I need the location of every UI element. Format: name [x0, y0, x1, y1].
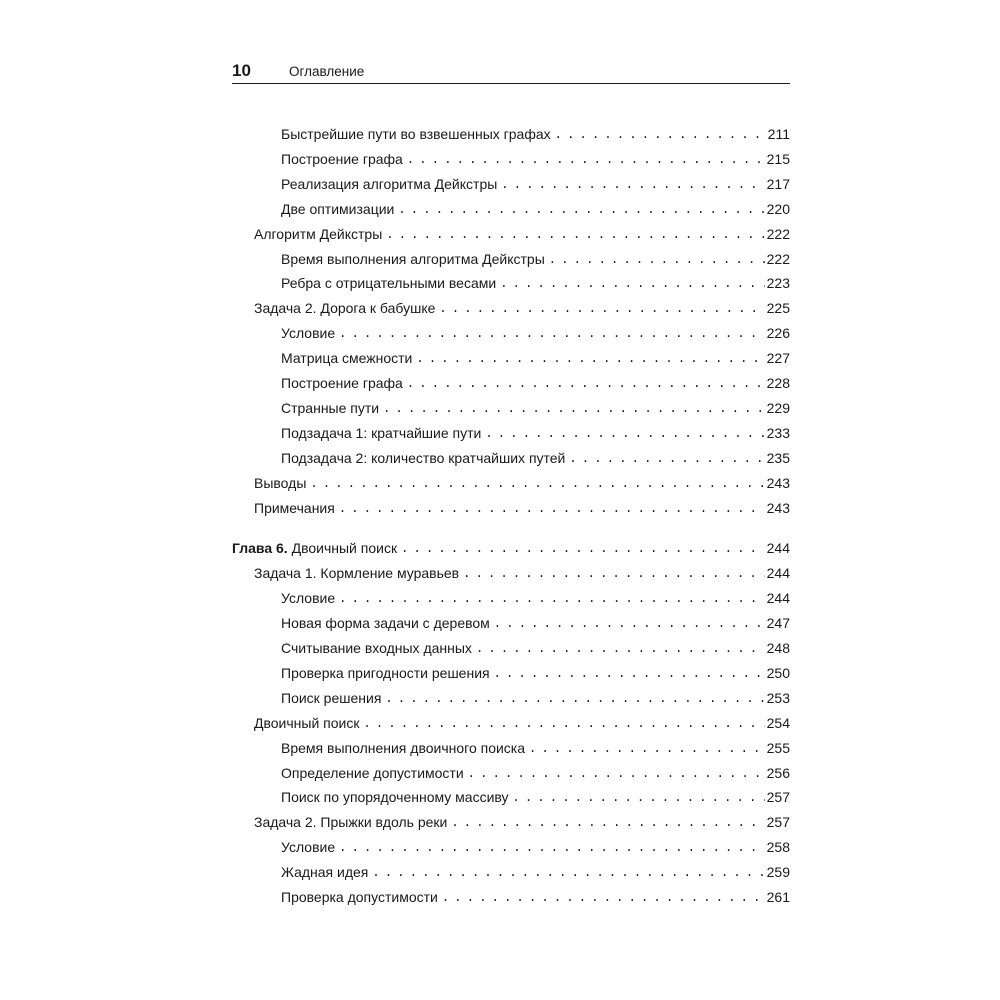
- toc-entry-title-text: Время выполнения двоичного поиска: [281, 739, 526, 756]
- toc-entry-title-text: Поиск решения: [281, 689, 382, 706]
- toc-entry-title-text: Условие: [281, 325, 336, 342]
- toc-entry-title: [281, 888, 442, 906]
- toc-page-number: 228: [766, 375, 790, 391]
- toc-entry-title: [281, 639, 476, 657]
- toc-entry-title: [281, 739, 529, 757]
- toc-entry-title: [281, 274, 500, 292]
- toc-entry-title: [281, 250, 549, 268]
- toc-page-number: 217: [766, 175, 790, 192]
- dot-leader: [363, 714, 764, 732]
- toc-entry-title: [281, 764, 468, 782]
- toc-entry-title-text: Жадная идея: [281, 864, 369, 881]
- toc-page-number: 248: [766, 640, 790, 656]
- toc-page-number: 233: [766, 424, 790, 441]
- toc-page-number: 247: [766, 615, 790, 632]
- toc-entry-title: [281, 399, 383, 417]
- toc-page-number: 220: [766, 200, 790, 217]
- dot-leader: [501, 175, 764, 193]
- toc-entry-title-text: Матрица смежности: [281, 350, 413, 367]
- toc-entry-title-text: Новая форма задачи с деревом: [281, 615, 490, 632]
- toc-page-number: 222: [766, 250, 790, 267]
- toc-entry-title: [254, 499, 339, 517]
- toc-entry-title-text: Реализация алгоритма Дейкстры: [281, 175, 498, 192]
- toc-entry-title: [281, 175, 501, 193]
- toc-entry[interactable]: [281, 146, 790, 168]
- toc-page-number: 243: [766, 474, 790, 491]
- toc-page-number: 255: [766, 739, 790, 756]
- toc-page-number: 257: [766, 789, 790, 806]
- dot-leader: [463, 564, 765, 582]
- dot-leader: [310, 474, 764, 492]
- toc-entry[interactable]: [281, 834, 790, 856]
- dot-leader: [439, 299, 764, 317]
- toc-entry-title-text: Двоичный поиск: [254, 714, 360, 731]
- toc-entry[interactable]: [281, 196, 790, 218]
- toc-entry[interactable]: [254, 221, 790, 243]
- toc-page-number: 244: [766, 590, 790, 607]
- dot-leader: [494, 664, 765, 682]
- toc-entry-title: [281, 200, 398, 218]
- toc-chapter-entry[interactable]: [232, 535, 790, 557]
- chapter-label: Глава 6.: [232, 540, 288, 557]
- toc-entry-title: [281, 863, 372, 881]
- toc-entry[interactable]: [281, 395, 790, 417]
- toc-entry-title-text: Условие: [281, 590, 336, 607]
- dot-leader: [513, 788, 765, 806]
- toc-entry-title-text: Подзадача 2: количество кратчайших путей: [281, 449, 566, 466]
- dot-leader: [339, 589, 765, 607]
- toc-entry[interactable]: [281, 859, 790, 881]
- toc-entry[interactable]: [281, 735, 790, 757]
- toc-entry[interactable]: [254, 495, 790, 517]
- dot-leader: [494, 614, 765, 632]
- toc-page-number: 250: [766, 664, 790, 681]
- toc-entry-title: [254, 474, 310, 492]
- dot-leader: [407, 150, 765, 168]
- dot-leader: [386, 225, 764, 243]
- toc-page-number: 226: [766, 325, 790, 342]
- toc-page-number: 235: [766, 449, 790, 466]
- page-number: 10: [232, 61, 251, 80]
- dot-leader: [500, 274, 764, 292]
- toc-entry[interactable]: [281, 370, 790, 392]
- toc-entry-title-text: Построение графа: [281, 150, 403, 167]
- dot-leader: [339, 499, 765, 517]
- toc-entry-title-text: Задача 1. Кормление муравьев: [254, 565, 460, 582]
- toc-page-number: 261: [766, 889, 790, 905]
- toc-entry-title: [281, 838, 339, 856]
- toc-entry-title: [281, 589, 339, 607]
- toc-entry-title-text: Примечания: [254, 499, 335, 516]
- dot-leader: [339, 324, 765, 342]
- toc-page-number: 215: [766, 150, 790, 167]
- dot-leader: [468, 764, 765, 782]
- toc-entry[interactable]: [281, 246, 790, 268]
- dot-leader: [416, 349, 764, 367]
- toc-entry[interactable]: [281, 320, 790, 342]
- dot-leader: [485, 424, 764, 442]
- toc-entry-title: [254, 813, 451, 831]
- toc-entry-title-text: Ребра с отрицательными весами: [281, 275, 497, 292]
- toc-entry-title-text: Задача 2. Прыжки вдоль реки: [254, 814, 448, 831]
- dot-leader: [401, 539, 765, 557]
- toc-entry-title-text: Проверка пригодности решения: [281, 664, 490, 681]
- toc-entry-title: [281, 449, 569, 467]
- toc-page-number: 225: [766, 300, 790, 317]
- dot-leader: [529, 739, 765, 757]
- dot-leader: [476, 639, 765, 657]
- dot-leader: [339, 838, 765, 856]
- toc-entry[interactable]: [254, 470, 790, 492]
- toc-entry-title-text: Подзадача 1: кратчайшие пути: [281, 424, 482, 441]
- toc-entry-title: [281, 614, 494, 632]
- toc-entry[interactable]: [281, 585, 790, 607]
- toc-entry-title: [254, 714, 363, 732]
- toc-page-number: 244: [766, 565, 790, 582]
- toc-entry-title-text: Считывание входных данных: [281, 640, 472, 656]
- toc-entry-title-text: Поиск по упорядоченному массиву: [281, 789, 509, 806]
- toc-entry-title-text: Двоичный поиск: [291, 540, 398, 557]
- toc-entry-title: [281, 664, 494, 682]
- dot-leader: [442, 888, 765, 906]
- toc-entry[interactable]: [281, 760, 790, 782]
- toc-entry-title-text: Определение допустимости: [281, 764, 464, 781]
- toc-entry[interactable]: [254, 560, 790, 582]
- toc-page-number: 257: [766, 814, 790, 831]
- toc-entry[interactable]: [281, 171, 790, 193]
- toc-page-number: 253: [766, 689, 790, 706]
- toc-entry[interactable]: [281, 445, 790, 467]
- toc-entry-title: [281, 349, 416, 367]
- dot-leader: [383, 399, 765, 417]
- toc-entry[interactable]: [281, 610, 790, 632]
- toc-entry-title-text: Алгоритм Дейкстры: [254, 225, 383, 242]
- toc-page-number: 222: [766, 225, 790, 242]
- toc-page-number: 254: [766, 714, 790, 731]
- toc-entry[interactable]: [281, 660, 790, 682]
- toc-entry[interactable]: [281, 270, 790, 292]
- toc-entry[interactable]: [281, 884, 790, 906]
- toc-entry-title: [281, 150, 407, 168]
- toc-entry-title-text: Две оптимизации: [281, 200, 395, 217]
- toc-entry-title-text: Проверка допустимости: [281, 889, 438, 905]
- toc-entry-title-text: Быстрейшие пути во взвешенных графах: [281, 126, 551, 142]
- toc-page-number: 258: [766, 839, 790, 856]
- running-title: Оглавление: [289, 64, 365, 79]
- toc-entry[interactable]: [281, 685, 790, 707]
- toc-entry-title: [254, 299, 439, 317]
- toc-entry[interactable]: [281, 420, 790, 442]
- toc-page-number: 256: [766, 764, 790, 781]
- toc-entry-title: [254, 225, 386, 243]
- toc-entry[interactable]: [254, 809, 790, 831]
- toc-entry[interactable]: [281, 635, 790, 657]
- toc-entry-title: [281, 689, 385, 707]
- toc-entry-title: [232, 539, 401, 557]
- toc-page-number: 229: [766, 399, 790, 416]
- dot-leader: [398, 200, 764, 218]
- toc-entry[interactable]: [281, 121, 790, 143]
- toc-entry[interactable]: [281, 345, 790, 367]
- toc-entry-title: [281, 374, 407, 392]
- toc-entry-title-text: Выводы: [254, 474, 307, 491]
- toc-entry-title-text: Странные пути: [281, 399, 380, 416]
- toc-entry-title-text: Задача 2. Дорога к бабушке: [254, 300, 436, 317]
- dot-leader: [451, 813, 764, 831]
- toc-page-number: 223: [766, 275, 790, 292]
- dot-leader: [385, 689, 764, 707]
- toc-entry[interactable]: [254, 295, 790, 317]
- toc-entry-title: [281, 125, 555, 143]
- toc-page-number: 211: [767, 126, 790, 142]
- dot-leader: [569, 449, 764, 467]
- toc-entry-title: [281, 788, 513, 806]
- toc-entry[interactable]: [281, 784, 790, 806]
- dot-leader: [407, 374, 765, 392]
- toc-page-number: 244: [766, 540, 790, 557]
- toc-page-number: 243: [766, 499, 790, 516]
- dot-leader: [372, 863, 764, 881]
- toc-entry-title: [281, 424, 485, 442]
- toc-entry-title: [254, 564, 463, 582]
- toc-entry-title-text: Время выполнения алгоритма Дейкстры: [281, 250, 545, 267]
- toc-entry-title-text: Построение графа: [281, 375, 403, 391]
- toc-entry-title-text: Условие: [281, 839, 336, 856]
- toc-entry[interactable]: [254, 710, 790, 732]
- dot-leader: [549, 250, 765, 268]
- toc-entry-title: [281, 324, 339, 342]
- toc-page-number: 259: [766, 864, 790, 881]
- dot-leader: [555, 125, 766, 143]
- toc-page-number: 227: [766, 350, 790, 367]
